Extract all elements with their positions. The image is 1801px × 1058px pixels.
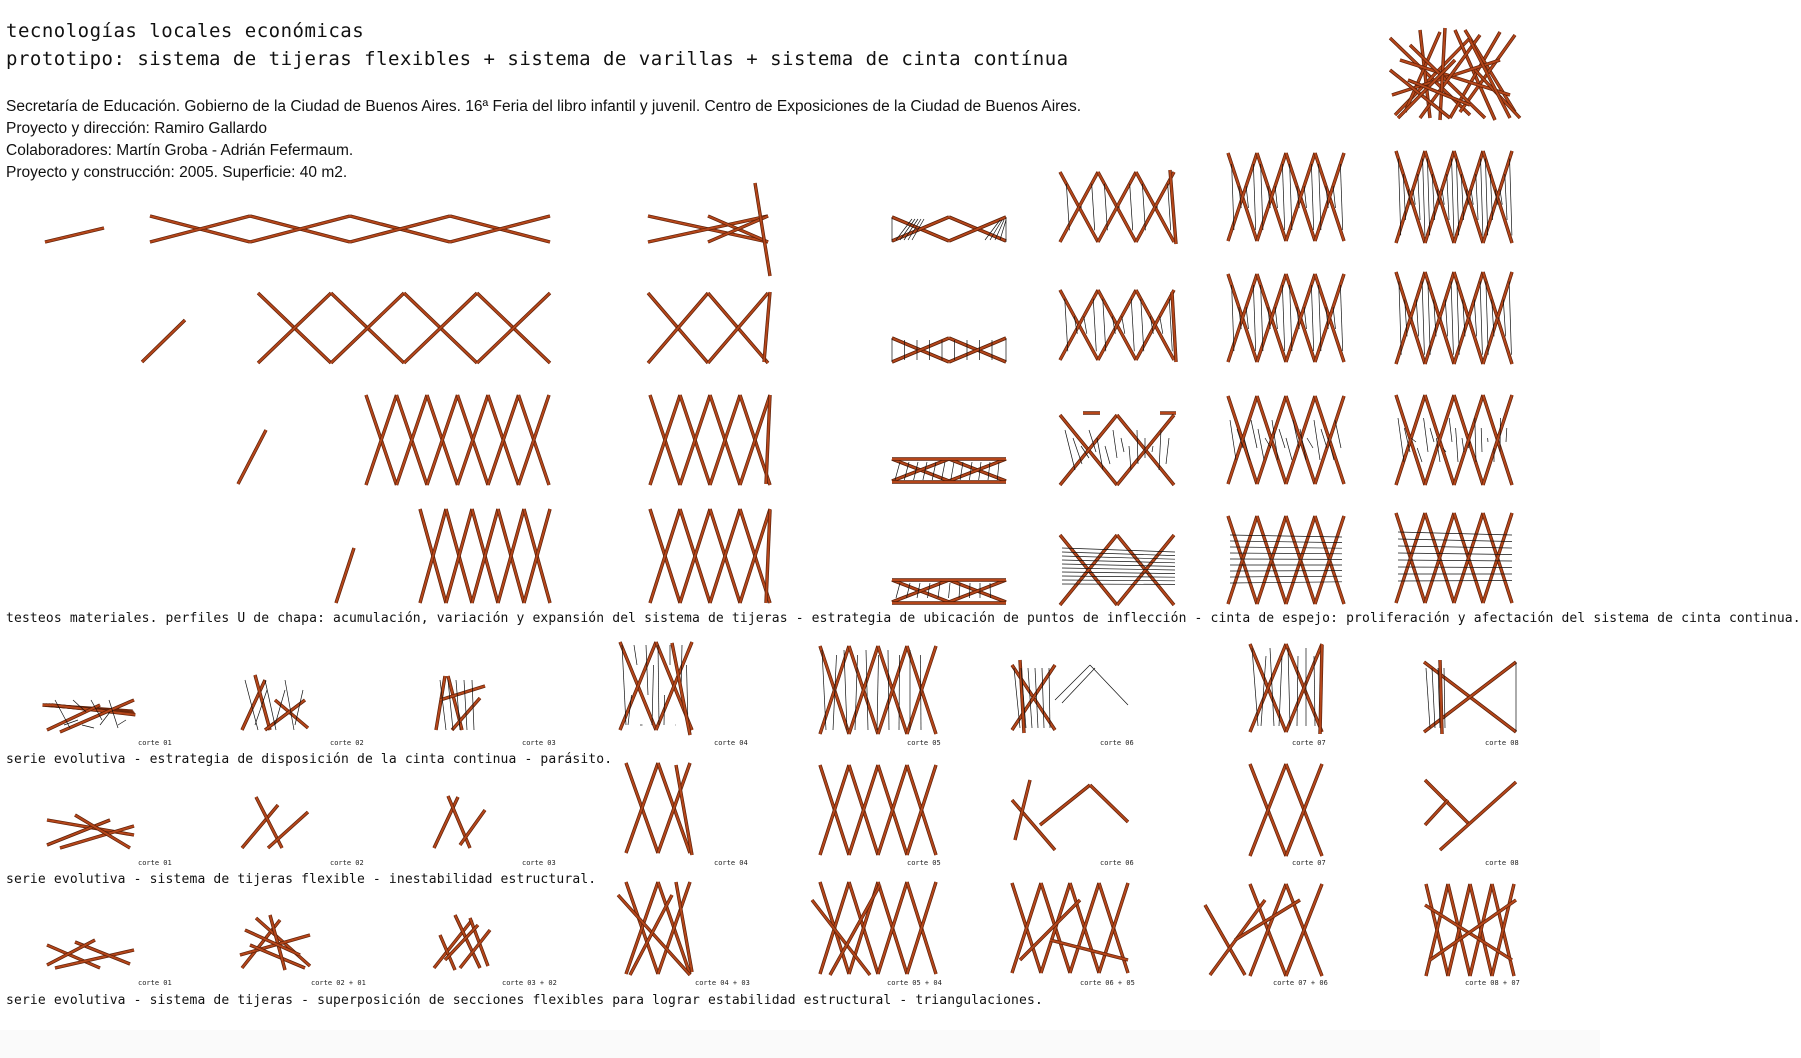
serie-superposicion-row [47,882,1516,976]
info-line-3: Colaboradores: Martín Groba - Adrián Fefermaum. [6,142,354,159]
row3-label-6: corte 06 + 05 [1080,979,1135,987]
row1-label-3: corte 03 [522,739,556,747]
caption-serie-tijeras-flexible: serie evolutiva - sistema de tijeras flexible - inestabilidad estructural. [6,872,597,887]
row2-label-2: corte 02 [330,859,364,867]
caption-serie-superposicion: serie evolutiva - sistema de tijeras - superposición de secciones flexibles para lograr estabilidad estructural - triangulaciones. [6,993,1043,1008]
testeo-row-2 [142,292,770,363]
serie-cinta-row [43,642,1517,735]
info-line-1: Secretaría de Educación. Gobierno de la Ciudad de Buenos Aires. 16ª Feria del libro infantil y juvenil. Centro de Exposiciones de la Ciudad de Buenos Aires. [6,98,1082,115]
row3-label-8: corte 08 + 07 [1465,979,1520,987]
serie-tijeras-flexible-row [47,763,1516,856]
row3-label-4: corte 04 + 03 [695,979,750,987]
info-line-4: Proyecto y construcción: 2005. Superficie: 40 m2. [6,164,348,181]
info-line-2: Proyecto y dirección: Ramiro Gallardo [6,120,268,137]
caption-serie-cinta: serie evolutiva - estrategia de disposición de la cinta continua - parásito. [6,752,613,767]
row2-label-3: corte 03 [522,859,556,867]
testeo-tape-col-1 [892,217,1006,603]
row2-label-1: corte 01 [138,859,172,867]
row3-label-3: corte 03 + 02 [502,979,557,987]
testeo-tape-col-2 [1060,170,1176,605]
testeo-tape-col-4 [1396,151,1512,603]
row2-label-4: corte 04 [714,859,748,867]
row1-label-1: corte 01 [138,739,172,747]
row1-label-6: corte 06 [1100,739,1134,747]
row3-label-5: corte 05 + 04 [887,979,942,987]
testeo-row-1 [45,183,770,276]
row1-label-5: corte 05 [907,739,941,747]
row3-label-7: corte 07 + 06 [1273,979,1328,987]
caption-testeos: testeos materiales. perfiles U de chapa: acumulación, variación y expansión del sistema de tijeras - estrategia de ubicación de puntos de inflección - cinta de espejo: proliferación y afectación del sistema de cinta continua. [6,611,1801,626]
row1-label-2: corte 02 [330,739,364,747]
row3-label-2: corte 02 + 01 [311,979,366,987]
header-thumbnail-rods [1390,28,1520,120]
testeo-tape-col-3 [1228,153,1344,604]
page-title: tecnologías locales económicas [6,20,365,42]
row2-label-8: corte 08 [1485,859,1519,867]
testeo-row-3 [238,395,770,485]
row1-label-8: corte 08 [1485,739,1519,747]
row2-label-5: corte 05 [907,859,941,867]
testeo-row-4 [336,509,770,603]
row1-label-7: corte 07 [1292,739,1326,747]
row1-label-4: corte 04 [714,739,748,747]
page-subtitle: prototipo: sistema de tijeras flexibles + sistema de varillas + sistema de cinta contínua [6,48,1069,70]
row2-label-7: corte 07 [1292,859,1326,867]
row2-label-6: corte 06 [1100,859,1134,867]
row3-label-1: corte 01 [138,979,172,987]
